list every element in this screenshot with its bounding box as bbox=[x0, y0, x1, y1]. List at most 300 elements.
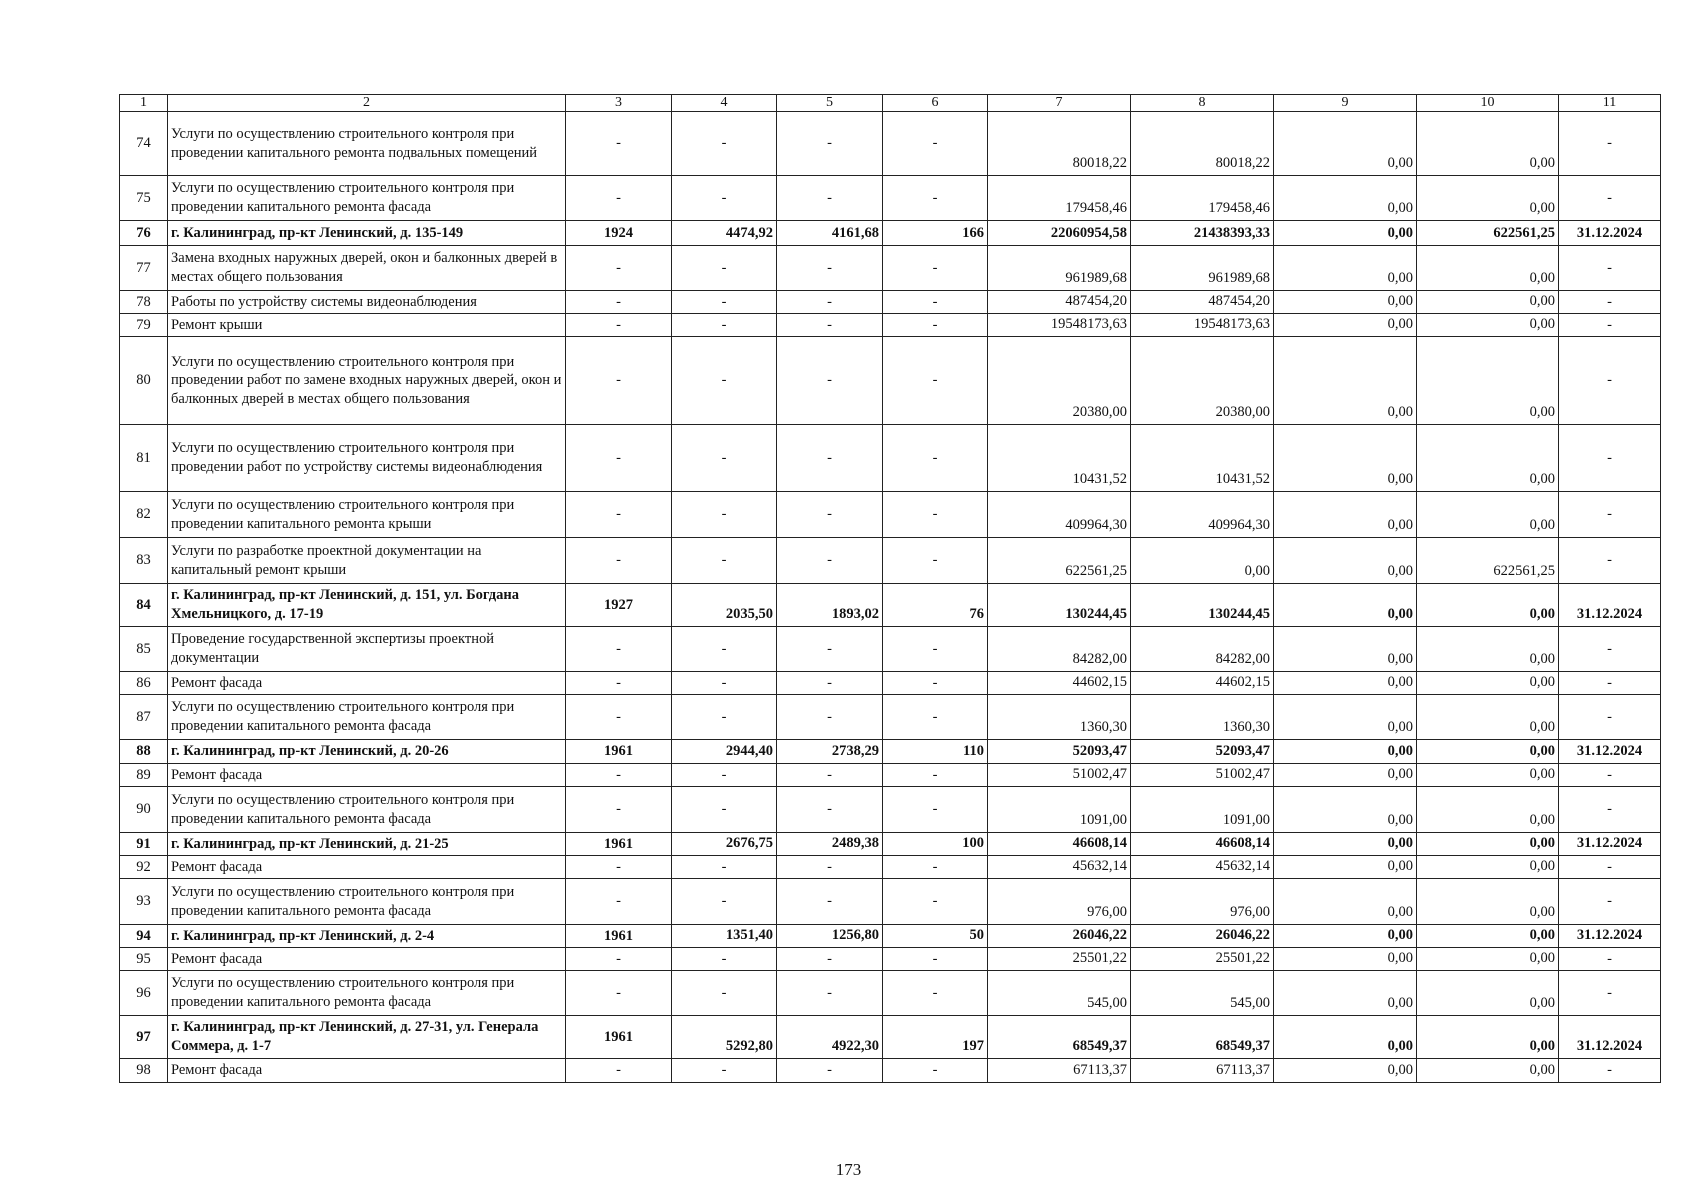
living-area: 1893,02 bbox=[777, 584, 883, 627]
work-description: г. Калининград, пр-кт Ленинский, д. 151, ул. Богдана Хмельницкого, д. 17-19 bbox=[168, 584, 566, 627]
year-built: - bbox=[566, 695, 672, 740]
deadline: - bbox=[1559, 314, 1661, 337]
living-area: - bbox=[777, 787, 883, 833]
row-number: 75 bbox=[120, 176, 168, 221]
total-cost: 22060954,58 bbox=[988, 221, 1131, 246]
residents: 76 bbox=[883, 584, 988, 627]
total-area: - bbox=[672, 538, 777, 584]
work-description: Услуги по осуществлению строительного контроля при проведении капитального ремонта фасада bbox=[168, 879, 566, 925]
municipal-cost: 0,00 bbox=[1274, 971, 1417, 1016]
deadline: 31.12.2024 bbox=[1559, 221, 1661, 246]
residents: - bbox=[883, 856, 988, 879]
address-row bbox=[120, 833, 1661, 856]
work-row bbox=[120, 879, 1661, 925]
work-description: Услуги по осуществлению строительного контроля при проведении капитального ремонта фасада bbox=[168, 971, 566, 1016]
living-area: - bbox=[777, 538, 883, 584]
regional-fund-cost: 68549,37 bbox=[1131, 1016, 1274, 1059]
regional-fund-cost: 1091,00 bbox=[1131, 787, 1274, 833]
deadline: 31.12.2024 bbox=[1559, 584, 1661, 627]
work-row bbox=[120, 291, 1661, 314]
work-row bbox=[120, 672, 1661, 695]
total-cost: 622561,25 bbox=[988, 538, 1131, 584]
header-cell: 7 bbox=[988, 95, 1131, 112]
living-area: - bbox=[777, 856, 883, 879]
residents: - bbox=[883, 176, 988, 221]
residents: - bbox=[883, 695, 988, 740]
work-row bbox=[120, 112, 1661, 176]
work-row bbox=[120, 695, 1661, 740]
row-number: 88 bbox=[120, 740, 168, 764]
work-row bbox=[120, 948, 1661, 971]
total-area: 2035,50 bbox=[672, 584, 777, 627]
municipal-cost: 0,00 bbox=[1274, 925, 1417, 948]
total-area: 4474,92 bbox=[672, 221, 777, 246]
regional-fund-cost: 45632,14 bbox=[1131, 856, 1274, 879]
row-number: 79 bbox=[120, 314, 168, 337]
address-row bbox=[120, 740, 1661, 764]
work-description: Работы по устройству системы видеонаблюдения bbox=[168, 291, 566, 314]
living-area: 2489,38 bbox=[777, 833, 883, 856]
living-area: - bbox=[777, 879, 883, 925]
row-number: 78 bbox=[120, 291, 168, 314]
year-built: - bbox=[566, 176, 672, 221]
work-row bbox=[120, 246, 1661, 291]
total-cost: 409964,30 bbox=[988, 492, 1131, 538]
residents: 110 bbox=[883, 740, 988, 764]
total-area: - bbox=[672, 971, 777, 1016]
owners-cost: 0,00 bbox=[1417, 1016, 1559, 1059]
owners-cost: 0,00 bbox=[1417, 948, 1559, 971]
total-area: - bbox=[672, 627, 777, 672]
residents: 166 bbox=[883, 221, 988, 246]
municipal-cost: 0,00 bbox=[1274, 695, 1417, 740]
work-row bbox=[120, 627, 1661, 672]
living-area: 4922,30 bbox=[777, 1016, 883, 1059]
work-description: Услуги по разработке проектной документации на капитальный ремонт крыши bbox=[168, 538, 566, 584]
work-description: г. Калининград, пр-кт Ленинский, д. 2-4 bbox=[168, 925, 566, 948]
year-built: - bbox=[566, 246, 672, 291]
municipal-cost: 0,00 bbox=[1274, 246, 1417, 291]
owners-cost: 0,00 bbox=[1417, 246, 1559, 291]
year-built: - bbox=[566, 425, 672, 492]
work-description: Ремонт фасада bbox=[168, 948, 566, 971]
year-built: 1927 bbox=[566, 584, 672, 627]
year-built: - bbox=[566, 314, 672, 337]
row-number: 81 bbox=[120, 425, 168, 492]
work-description: г. Калининград, пр-кт Ленинский, д. 21-25 bbox=[168, 833, 566, 856]
work-row bbox=[120, 538, 1661, 584]
owners-cost: 0,00 bbox=[1417, 314, 1559, 337]
deadline: - bbox=[1559, 176, 1661, 221]
row-number: 83 bbox=[120, 538, 168, 584]
deadline: - bbox=[1559, 538, 1661, 584]
total-cost: 52093,47 bbox=[988, 740, 1131, 764]
residents: - bbox=[883, 291, 988, 314]
total-area: - bbox=[672, 291, 777, 314]
work-description: Ремонт крыши bbox=[168, 314, 566, 337]
living-area: - bbox=[777, 948, 883, 971]
regional-fund-cost: 487454,20 bbox=[1131, 291, 1274, 314]
regional-fund-cost: 51002,47 bbox=[1131, 764, 1274, 787]
year-built: 1961 bbox=[566, 925, 672, 948]
municipal-cost: 0,00 bbox=[1274, 833, 1417, 856]
regional-fund-cost: 961989,68 bbox=[1131, 246, 1274, 291]
owners-cost: 0,00 bbox=[1417, 695, 1559, 740]
regional-fund-cost: 0,00 bbox=[1131, 538, 1274, 584]
residents: - bbox=[883, 492, 988, 538]
row-number: 91 bbox=[120, 833, 168, 856]
work-row bbox=[120, 971, 1661, 1016]
owners-cost: 0,00 bbox=[1417, 291, 1559, 314]
work-row bbox=[120, 425, 1661, 492]
regional-fund-cost: 84282,00 bbox=[1131, 627, 1274, 672]
regional-fund-cost: 19548173,63 bbox=[1131, 314, 1274, 337]
regional-fund-cost: 10431,52 bbox=[1131, 425, 1274, 492]
deadline: - bbox=[1559, 425, 1661, 492]
regional-fund-cost: 26046,22 bbox=[1131, 925, 1274, 948]
address-row bbox=[120, 221, 1661, 246]
deadline: - bbox=[1559, 1059, 1661, 1083]
residents: 50 bbox=[883, 925, 988, 948]
residents: - bbox=[883, 337, 988, 425]
regional-fund-cost: 1360,30 bbox=[1131, 695, 1274, 740]
municipal-cost: 0,00 bbox=[1274, 337, 1417, 425]
residents: - bbox=[883, 112, 988, 176]
municipal-cost: 0,00 bbox=[1274, 1016, 1417, 1059]
municipal-cost: 0,00 bbox=[1274, 176, 1417, 221]
header-cell: 10 bbox=[1417, 95, 1559, 112]
total-area: - bbox=[672, 314, 777, 337]
living-area: - bbox=[777, 1059, 883, 1083]
deadline: - bbox=[1559, 787, 1661, 833]
living-area: - bbox=[777, 672, 883, 695]
owners-cost: 622561,25 bbox=[1417, 221, 1559, 246]
work-description: Услуги по осуществлению строительного контроля при проведении работ по замене входных наружных дверей, окон и балконных дверей в местах общего пользования bbox=[168, 337, 566, 425]
owners-cost: 0,00 bbox=[1417, 925, 1559, 948]
living-area: - bbox=[777, 291, 883, 314]
total-cost: 68549,37 bbox=[988, 1016, 1131, 1059]
header-cell: 4 bbox=[672, 95, 777, 112]
year-built: - bbox=[566, 112, 672, 176]
total-cost: 545,00 bbox=[988, 971, 1131, 1016]
living-area: - bbox=[777, 764, 883, 787]
owners-cost: 0,00 bbox=[1417, 176, 1559, 221]
total-cost: 45632,14 bbox=[988, 856, 1131, 879]
year-built: 1961 bbox=[566, 740, 672, 764]
residents: - bbox=[883, 314, 988, 337]
living-area: - bbox=[777, 112, 883, 176]
year-built: - bbox=[566, 879, 672, 925]
owners-cost: 0,00 bbox=[1417, 787, 1559, 833]
municipal-cost: 0,00 bbox=[1274, 425, 1417, 492]
row-number: 92 bbox=[120, 856, 168, 879]
total-cost: 20380,00 bbox=[988, 337, 1131, 425]
regional-fund-cost: 80018,22 bbox=[1131, 112, 1274, 176]
municipal-cost: 0,00 bbox=[1274, 492, 1417, 538]
regional-fund-cost: 67113,37 bbox=[1131, 1059, 1274, 1083]
deadline: - bbox=[1559, 627, 1661, 672]
residents: - bbox=[883, 672, 988, 695]
owners-cost: 0,00 bbox=[1417, 492, 1559, 538]
deadline: - bbox=[1559, 337, 1661, 425]
work-description: г. Калининград, пр-кт Ленинский, д. 20-26 bbox=[168, 740, 566, 764]
deadline: 31.12.2024 bbox=[1559, 833, 1661, 856]
owners-cost: 0,00 bbox=[1417, 833, 1559, 856]
total-cost: 976,00 bbox=[988, 879, 1131, 925]
living-area: 2738,29 bbox=[777, 740, 883, 764]
municipal-cost: 0,00 bbox=[1274, 948, 1417, 971]
header-cell: 1 bbox=[120, 95, 168, 112]
total-cost: 84282,00 bbox=[988, 627, 1131, 672]
total-cost: 961989,68 bbox=[988, 246, 1131, 291]
total-area: - bbox=[672, 879, 777, 925]
work-description: Услуги по осуществлению строительного контроля при проведении капитального ремонта подвальных помещений bbox=[168, 112, 566, 176]
living-area: - bbox=[777, 627, 883, 672]
regional-fund-cost: 21438393,33 bbox=[1131, 221, 1274, 246]
regional-fund-cost: 44602,15 bbox=[1131, 672, 1274, 695]
owners-cost: 0,00 bbox=[1417, 584, 1559, 627]
regional-fund-cost: 25501,22 bbox=[1131, 948, 1274, 971]
residents: - bbox=[883, 425, 988, 492]
deadline: - bbox=[1559, 856, 1661, 879]
regional-fund-cost: 20380,00 bbox=[1131, 337, 1274, 425]
total-cost: 10431,52 bbox=[988, 425, 1131, 492]
total-cost: 1091,00 bbox=[988, 787, 1131, 833]
total-area: - bbox=[672, 112, 777, 176]
work-description: Ремонт фасада bbox=[168, 856, 566, 879]
residents: 100 bbox=[883, 833, 988, 856]
total-area: - bbox=[672, 337, 777, 425]
header-cell: 6 bbox=[883, 95, 988, 112]
deadline: - bbox=[1559, 971, 1661, 1016]
work-description: Проведение государственной экспертизы проектной документации bbox=[168, 627, 566, 672]
work-row bbox=[120, 314, 1661, 337]
header-cell: 2 bbox=[168, 95, 566, 112]
year-built: - bbox=[566, 948, 672, 971]
year-built: - bbox=[566, 337, 672, 425]
header-cell: 9 bbox=[1274, 95, 1417, 112]
row-number: 95 bbox=[120, 948, 168, 971]
header-cell: 11 bbox=[1559, 95, 1661, 112]
year-built: - bbox=[566, 856, 672, 879]
work-row bbox=[120, 337, 1661, 425]
deadline: - bbox=[1559, 879, 1661, 925]
total-cost: 487454,20 bbox=[988, 291, 1131, 314]
total-cost: 1360,30 bbox=[988, 695, 1131, 740]
residents: - bbox=[883, 627, 988, 672]
row-number: 89 bbox=[120, 764, 168, 787]
total-area: - bbox=[672, 695, 777, 740]
work-description: Услуги по осуществлению строительного контроля при проведении капитального ремонта крыши bbox=[168, 492, 566, 538]
total-cost: 44602,15 bbox=[988, 672, 1131, 695]
repair-works-table bbox=[119, 94, 1661, 1083]
deadline: - bbox=[1559, 764, 1661, 787]
work-description: г. Калининград, пр-кт Ленинский, д. 27-31, ул. Генерала Соммера, д. 1-7 bbox=[168, 1016, 566, 1059]
row-number: 74 bbox=[120, 112, 168, 176]
row-number: 94 bbox=[120, 925, 168, 948]
row-number: 98 bbox=[120, 1059, 168, 1083]
total-cost: 26046,22 bbox=[988, 925, 1131, 948]
municipal-cost: 0,00 bbox=[1274, 856, 1417, 879]
work-row bbox=[120, 856, 1661, 879]
municipal-cost: 0,00 bbox=[1274, 787, 1417, 833]
owners-cost: 0,00 bbox=[1417, 672, 1559, 695]
living-area: - bbox=[777, 971, 883, 1016]
total-area: - bbox=[672, 246, 777, 291]
total-area: - bbox=[672, 787, 777, 833]
owners-cost: 0,00 bbox=[1417, 627, 1559, 672]
total-cost: 80018,22 bbox=[988, 112, 1131, 176]
total-area: 5292,80 bbox=[672, 1016, 777, 1059]
municipal-cost: 0,00 bbox=[1274, 538, 1417, 584]
total-cost: 46608,14 bbox=[988, 833, 1131, 856]
table-body bbox=[120, 112, 1661, 1083]
address-row bbox=[120, 925, 1661, 948]
municipal-cost: 0,00 bbox=[1274, 291, 1417, 314]
header-cell: 8 bbox=[1131, 95, 1274, 112]
work-description: Замена входных наружных дверей, окон и балконных дверей в местах общего пользования bbox=[168, 246, 566, 291]
total-cost: 25501,22 bbox=[988, 948, 1131, 971]
owners-cost: 0,00 bbox=[1417, 764, 1559, 787]
total-area: - bbox=[672, 948, 777, 971]
total-area: 1351,40 bbox=[672, 925, 777, 948]
regional-fund-cost: 179458,46 bbox=[1131, 176, 1274, 221]
residents: 197 bbox=[883, 1016, 988, 1059]
deadline: - bbox=[1559, 672, 1661, 695]
deadline: - bbox=[1559, 246, 1661, 291]
deadline: 31.12.2024 bbox=[1559, 1016, 1661, 1059]
owners-cost: 0,00 bbox=[1417, 1059, 1559, 1083]
regional-fund-cost: 976,00 bbox=[1131, 879, 1274, 925]
row-number: 90 bbox=[120, 787, 168, 833]
municipal-cost: 0,00 bbox=[1274, 584, 1417, 627]
row-number: 97 bbox=[120, 1016, 168, 1059]
year-built: - bbox=[566, 764, 672, 787]
year-built: 1961 bbox=[566, 833, 672, 856]
living-area: - bbox=[777, 425, 883, 492]
work-description: Услуги по осуществлению строительного контроля при проведении капитального ремонта фасада bbox=[168, 695, 566, 740]
living-area: 1256,80 bbox=[777, 925, 883, 948]
column-number-header bbox=[120, 95, 1661, 112]
total-area: - bbox=[672, 764, 777, 787]
municipal-cost: 0,00 bbox=[1274, 314, 1417, 337]
row-number: 93 bbox=[120, 879, 168, 925]
living-area: - bbox=[777, 337, 883, 425]
row-number: 86 bbox=[120, 672, 168, 695]
row-number: 77 bbox=[120, 246, 168, 291]
total-cost: 67113,37 bbox=[988, 1059, 1131, 1083]
regional-fund-cost: 52093,47 bbox=[1131, 740, 1274, 764]
municipal-cost: 0,00 bbox=[1274, 879, 1417, 925]
living-area: - bbox=[777, 176, 883, 221]
total-area: - bbox=[672, 425, 777, 492]
regional-fund-cost: 545,00 bbox=[1131, 971, 1274, 1016]
header-cell: 3 bbox=[566, 95, 672, 112]
living-area: - bbox=[777, 695, 883, 740]
work-row bbox=[120, 764, 1661, 787]
deadline: - bbox=[1559, 112, 1661, 176]
municipal-cost: 0,00 bbox=[1274, 112, 1417, 176]
work-row bbox=[120, 1059, 1661, 1083]
work-description: Ремонт фасада bbox=[168, 672, 566, 695]
residents: - bbox=[883, 246, 988, 291]
residents: - bbox=[883, 879, 988, 925]
residents: - bbox=[883, 948, 988, 971]
total-area: - bbox=[672, 1059, 777, 1083]
residents: - bbox=[883, 787, 988, 833]
living-area: - bbox=[777, 314, 883, 337]
address-row bbox=[120, 1016, 1661, 1059]
work-description: Ремонт фасада bbox=[168, 1059, 566, 1083]
municipal-cost: 0,00 bbox=[1274, 627, 1417, 672]
regional-fund-cost: 409964,30 bbox=[1131, 492, 1274, 538]
living-area: - bbox=[777, 492, 883, 538]
row-number: 84 bbox=[120, 584, 168, 627]
deadline: - bbox=[1559, 291, 1661, 314]
work-description: Услуги по осуществлению строительного контроля при проведении капитального ремонта фасада bbox=[168, 787, 566, 833]
living-area: - bbox=[777, 246, 883, 291]
residents: - bbox=[883, 538, 988, 584]
work-row bbox=[120, 787, 1661, 833]
owners-cost: 0,00 bbox=[1417, 337, 1559, 425]
residents: - bbox=[883, 1059, 988, 1083]
year-built: 1961 bbox=[566, 1016, 672, 1059]
owners-cost: 0,00 bbox=[1417, 740, 1559, 764]
total-area: - bbox=[672, 672, 777, 695]
year-built: - bbox=[566, 291, 672, 314]
year-built: - bbox=[566, 672, 672, 695]
owners-cost: 0,00 bbox=[1417, 112, 1559, 176]
work-description: Услуги по осуществлению строительного контроля при проведении работ по устройству системы видеонаблюдения bbox=[168, 425, 566, 492]
year-built: - bbox=[566, 492, 672, 538]
owners-cost: 0,00 bbox=[1417, 971, 1559, 1016]
living-area: 4161,68 bbox=[777, 221, 883, 246]
total-area: 2676,75 bbox=[672, 833, 777, 856]
deadline: 31.12.2024 bbox=[1559, 740, 1661, 764]
year-built: 1924 bbox=[566, 221, 672, 246]
total-cost: 130244,45 bbox=[988, 584, 1131, 627]
municipal-cost: 0,00 bbox=[1274, 1059, 1417, 1083]
total-cost: 51002,47 bbox=[988, 764, 1131, 787]
owners-cost: 622561,25 bbox=[1417, 538, 1559, 584]
deadline: - bbox=[1559, 492, 1661, 538]
year-built: - bbox=[566, 787, 672, 833]
year-built: - bbox=[566, 1059, 672, 1083]
work-description: Услуги по осуществлению строительного контроля при проведении капитального ремонта фасада bbox=[168, 176, 566, 221]
total-cost: 19548173,63 bbox=[988, 314, 1131, 337]
row-number: 82 bbox=[120, 492, 168, 538]
total-area: - bbox=[672, 492, 777, 538]
row-number: 96 bbox=[120, 971, 168, 1016]
year-built: - bbox=[566, 627, 672, 672]
regional-fund-cost: 130244,45 bbox=[1131, 584, 1274, 627]
municipal-cost: 0,00 bbox=[1274, 740, 1417, 764]
owners-cost: 0,00 bbox=[1417, 856, 1559, 879]
work-row bbox=[120, 492, 1661, 538]
residents: - bbox=[883, 764, 988, 787]
header-cell: 5 bbox=[777, 95, 883, 112]
work-description: Ремонт фасада bbox=[168, 764, 566, 787]
total-cost: 179458,46 bbox=[988, 176, 1131, 221]
municipal-cost: 0,00 bbox=[1274, 672, 1417, 695]
residents: - bbox=[883, 971, 988, 1016]
deadline: 31.12.2024 bbox=[1559, 925, 1661, 948]
work-row bbox=[120, 176, 1661, 221]
total-area: - bbox=[672, 856, 777, 879]
work-description: г. Калининград, пр-кт Ленинский, д. 135-149 bbox=[168, 221, 566, 246]
municipal-cost: 0,00 bbox=[1274, 221, 1417, 246]
total-area: 2944,40 bbox=[672, 740, 777, 764]
